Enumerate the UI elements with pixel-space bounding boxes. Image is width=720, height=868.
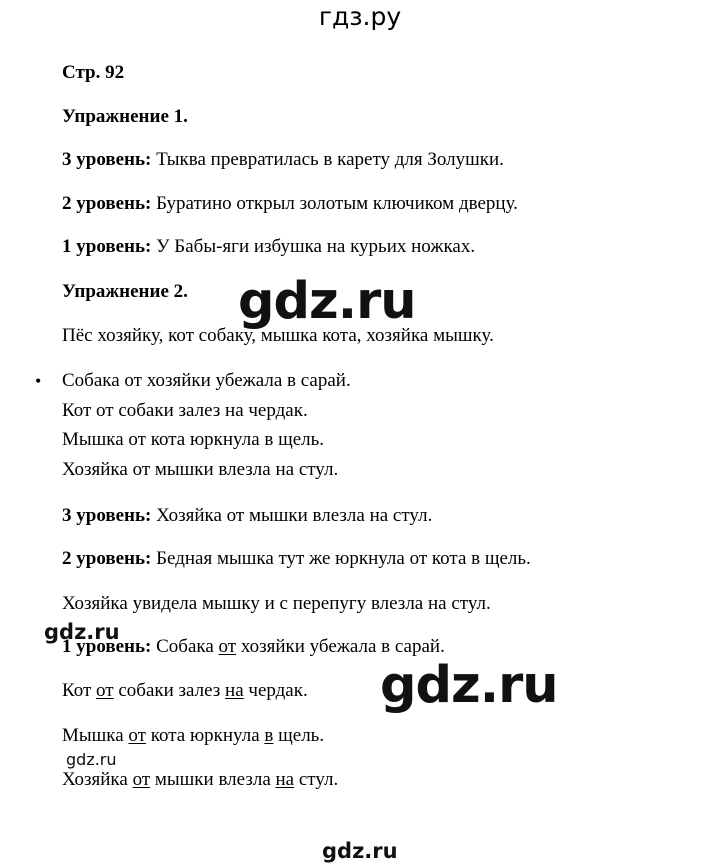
site-header: гдз.ру: [318, 2, 402, 31]
underlined-word: на: [275, 769, 295, 790]
exercise1-line-level2: [62, 193, 518, 215]
level-label: 3 уровень:: [62, 505, 152, 526]
text-part: Кот: [62, 680, 97, 701]
bullet-line: Собака от хозяйки убежала в сарай.: [62, 370, 351, 391]
level-label: 1 уровень:: [62, 636, 152, 657]
text-part: Собака: [151, 636, 219, 657]
text-part: собаки залез: [113, 680, 226, 701]
exercise1-line-level1: [62, 236, 475, 258]
text-part: хозяйки убежала в сарай.: [236, 636, 445, 657]
underlined-word: от: [96, 680, 114, 701]
exercise1-title: Упражнение 1.: [62, 106, 188, 127]
sentence-text: У Бабы-яги избушка на курьих ножках.: [151, 236, 476, 257]
text-part: стул.: [294, 769, 339, 790]
text-part: щель.: [273, 725, 325, 746]
watermark: gdz.ru: [66, 750, 117, 769]
sentence-text: Хозяйка от мышки влезла на стул.: [151, 505, 433, 526]
sentence-text: Тыква превратилась в карету для Золушки.: [151, 149, 504, 170]
sentence-text: Бедная мышка тут же юркнула от кота в щель.: [151, 548, 531, 569]
bullet-line: Хозяйка от мышки влезла на стул.: [62, 459, 339, 480]
exercise2-level1-line: [62, 680, 308, 702]
level-label: 2 уровень:: [62, 193, 152, 214]
text-part: Хозяйка: [62, 769, 133, 790]
watermark: gdz.ru: [380, 656, 558, 715]
exercise2-level2-extra: Хозяйка увидела мышку и с перепугу влезла на стул.: [62, 593, 491, 614]
page-label: Стр. 92: [62, 62, 125, 83]
exercise2-level2: [62, 548, 531, 570]
underlined-word: от: [128, 725, 146, 746]
text-part: Мышка: [62, 725, 129, 746]
text-part: мышки влезла: [150, 769, 276, 790]
underlined-word: от: [218, 636, 237, 657]
underlined-word: на: [225, 680, 244, 701]
level-label: 2 уровень:: [62, 548, 152, 569]
exercise2-intro: Пёс хозяйку, кот собаку, мышка кота, хозяйка мышку.: [62, 325, 494, 346]
watermark: gdz.ru: [322, 839, 398, 863]
exercise2-level1-line: [62, 769, 338, 791]
bullet-line: Кот от собаки залез на чердак.: [62, 400, 308, 421]
underlined-word: в: [264, 725, 274, 746]
underlined-word: от: [132, 769, 151, 790]
watermark: gdz.ru: [44, 620, 120, 644]
level-label: 3 уровень:: [62, 149, 152, 170]
exercise2-level3: [62, 505, 432, 527]
bullet-marker: •: [35, 371, 42, 391]
level-label: 1 уровень:: [62, 236, 152, 257]
exercise1-line-level3: [62, 149, 504, 171]
exercise2-title: Упражнение 2.: [62, 281, 188, 302]
watermark: gdz.ru: [238, 272, 416, 331]
bullet-line: Мышка от кота юркнула в щель.: [62, 429, 325, 450]
text-part: чердак.: [243, 680, 308, 701]
text-part: кота юркнула: [145, 725, 265, 746]
exercise2-level1-line: [62, 725, 324, 747]
sentence-text: Буратино открыл золотым ключиком дверцу.: [151, 193, 518, 214]
